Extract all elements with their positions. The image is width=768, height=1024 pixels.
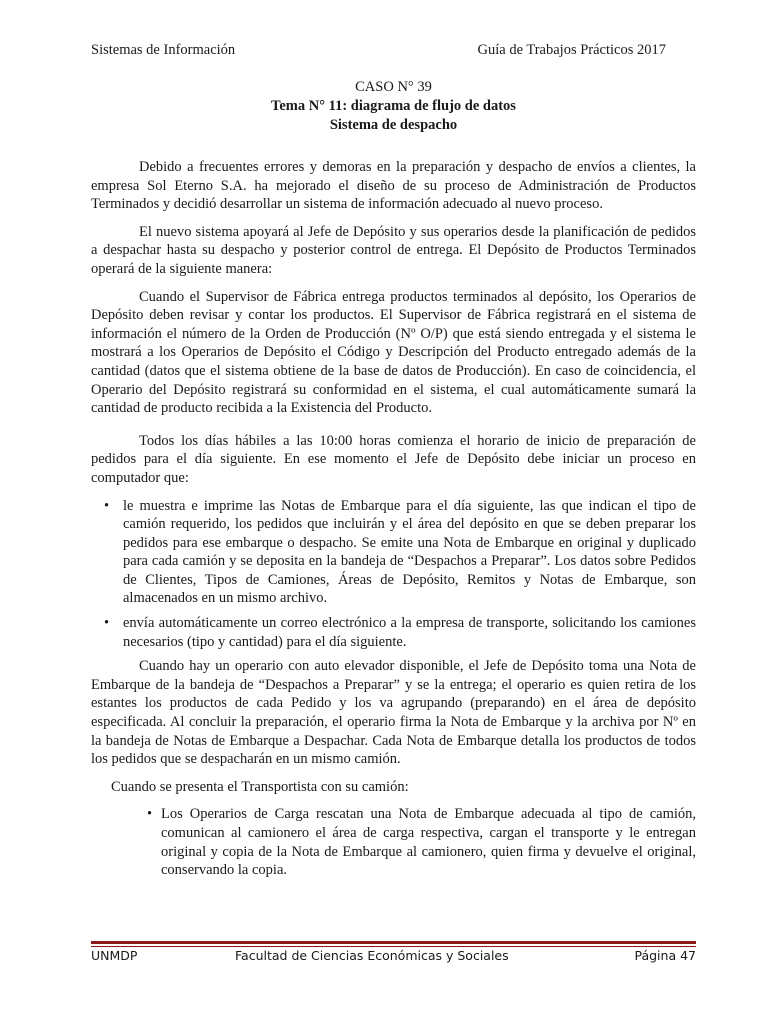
list-item-text: envía automáticamente un correo electrónico a la empresa de transporte, solicitando los camiones necesarios (tipo y cantidad) para el día siguiente. <box>123 615 696 650</box>
topic-title: Tema N° 11: diagrama de flujo de datos <box>271 98 516 114</box>
title-block <box>91 78 696 135</box>
paragraph-reception: Cuando el Supervisor de Fábrica entrega productos terminados al depósito, los Operarios de Depósito deben revisar y contar los productos. El Supervisor de Fábrica registrará en el sistema de información el número de la Orden de Producción (Nº O/P) que está siendo entregada y el sistema le mostrará a los Operarios de Depósito el Código y Descripción del Producto entregado además de la cantidad (datos que el sistema obtiene de la base de datos de Producción). En caso de coincidencia, el Operario del Depósito registrará su conformidad en el sistema, el cual automáticamente sumará la cantidad de producto recibida a la Existencia del Producto. <box>91 288 696 417</box>
list-item-text: le muestra e imprime las Notas de Embarque para el día siguiente, las que indican el tipo de camión requerido, los pedidos que incluirán y el área del depósito en que se deben preparar los pedidos para ese embarque o despacho. Se emite una Nota de Embarque en original y duplicado para cada camión y se deposita en la bandeja de “Despachos a Preparar”. Los datos sobre Pedidos de Clientes, Tipos de Camiones, Áreas de Depósito, Remitos y Notas de Embarque, son almacenados en un mismo archivo. <box>123 497 696 607</box>
bullet-icon: • <box>104 497 110 514</box>
paragraph-intro: Debido a frecuentes errores y demoras en la preparación y despacho de envíos a clientes, la empresa Sol Eterno S.A. ha mejorado el diseño de su proceso de Administración de Productos Terminados y decidió desarrollar un sistema de información adecuado al nuevo proceso. <box>91 159 696 213</box>
list-item <box>91 497 696 609</box>
header-course: Sistemas de Información <box>91 42 236 58</box>
header-guide: Guía de Trabajos Prácticos 2017 <box>477 42 666 58</box>
paragraph-system: El nuevo sistema apoyará al Jefe de Depósito y sus operarios desde la planificación de pedidos a despachar hasta su despacho y posterior control de entrega. El Depósito de Productos Terminados operará de la siguiente manera: <box>91 223 696 277</box>
paragraph-transport: Cuando se presenta el Transportista con su camión: <box>111 778 409 795</box>
footer-faculty: Facultad de Ciencias Económicas y Sociales <box>235 948 509 963</box>
footer-university: UNMDP <box>91 948 138 963</box>
case-number: CASO N° 39 <box>355 79 432 95</box>
list-item <box>91 805 696 879</box>
paragraph-schedule: Todos los días hábiles a las 10:00 horas comienza el horario de inicio de preparación de pedidos para el día siguiente. En ese momento el Jefe de Depósito debe iniciar un proceso en computador que: <box>91 432 696 486</box>
footer-rule-thin <box>91 946 696 947</box>
bullet-icon: • <box>104 615 110 632</box>
list-item-text: Los Operarios de Carga rescatan una Nota de Embarque adecuada al tipo de camión, comunican al camionero el área de carga respectiva, cargan el transporte y le entregan original y copia de la Nota de Embarque al camionero, quien firma y devuelve el original, conservando la copia. <box>161 806 696 879</box>
footer-rule <box>91 941 696 944</box>
bullet-icon: • <box>147 806 153 823</box>
footer-page-number: Página 47 <box>634 948 696 963</box>
list-item <box>91 614 696 651</box>
paragraph-preparation: Cuando hay un operario con auto elevador disponible, el Jefe de Depósito toma una Nota de Embarque de la bandeja de “Despachos a Preparar” y se la entrega; el operario es quien retira de los estantes los productos de cada Pedido y los va agrupando (preparando) en el área de depósito especificada. Al concluir la preparación, el operario firma la Nota de Embarque y la archiva por Nº en la bandeja de Notas de Embarque a Despachar. Cada Nota de Embarque detalla los productos de todos los pedidos que se despacharán en un mismo camión. <box>91 658 696 768</box>
system-title: Sistema de despacho <box>329 117 458 133</box>
document-body <box>91 158 696 880</box>
